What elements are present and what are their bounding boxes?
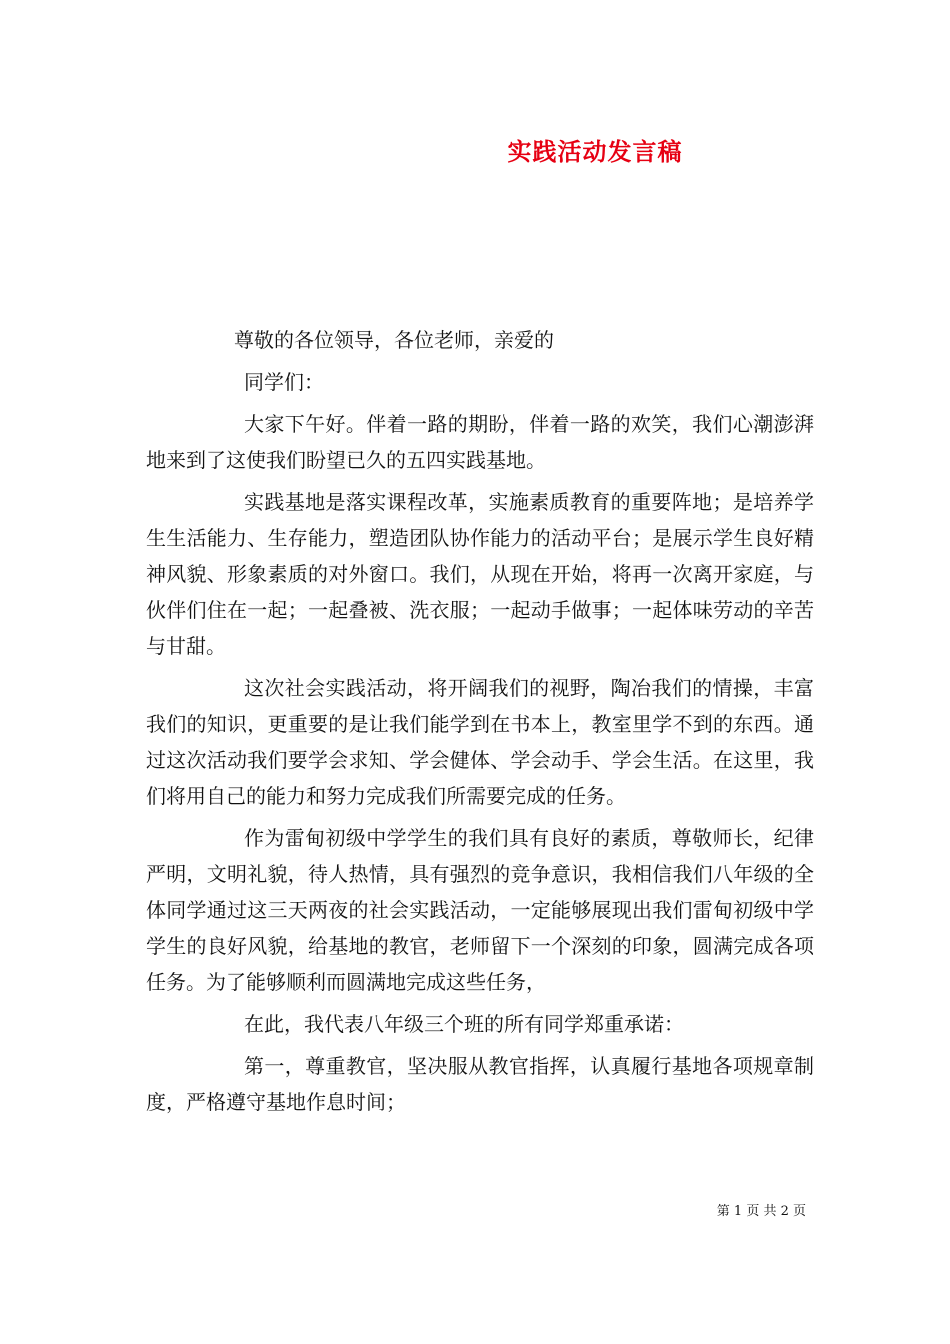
- page-number-footer: 第 1 页 共 2 页: [716, 1204, 806, 1219]
- document-body: [146, 322, 814, 1126]
- paragraph-2: 实践基地是落实课程改革，实施素质教育的重要阵地；是培养学生生活能力、生存能力，塑造团队协作能力的活动平台；是展示学生良好精神风貌、形象素质的对外窗口。我们，从现在开始，将再一次离开家庭，与伙伴们住在一起；一起叠被、洗衣服；一起动手做事；一起体味劳动的辛苦与甘甜。: [146, 490, 814, 658]
- document-title: 实践活动发言稿: [507, 137, 683, 166]
- greeting-line-2: 同学们：: [244, 370, 324, 394]
- greeting-line-1: 尊敬的各位领导，各位老师，亲爱的: [234, 328, 554, 352]
- paragraph-4: 作为雷甸初级中学学生的我们具有良好的素质，尊敬师长，纪律严明，文明礼貌，待人热情，具有强烈的竞争意识，我相信我们八年级的全体同学通过这三天两夜的社会实践活动，一定能够展现出我们雷甸初级中学学生的良好风貌，给基地的教官，老师留下一个深刻的印象，圆满完成各项任务。为了能够顺利而圆满地完成这些任务，: [146, 826, 814, 994]
- paragraph-3: 这次社会实践活动，将开阔我们的视野，陶冶我们的情操，丰富我们的知识，更重要的是让我们能学到在书本上，教室里学不到的东西。通过这次活动我们要学会求知、学会健体、学会动手、学会生活。在这里，我们将用自己的能力和努力完成我们所需要完成的任务。: [146, 676, 814, 808]
- paragraph-5: 在此，我代表八年级三个班的所有同学郑重承诺：: [244, 1012, 684, 1036]
- paragraph-1: 大家下午好。伴着一路的期盼，伴着一路的欢笑，我们心潮澎湃地来到了这使我们盼望已久的五四实践基地。: [146, 412, 814, 472]
- paragraph-6: 第一，尊重教官，坚决服从教官指挥，认真履行基地各项规章制度，严格遵守基地作息时间；: [146, 1054, 814, 1114]
